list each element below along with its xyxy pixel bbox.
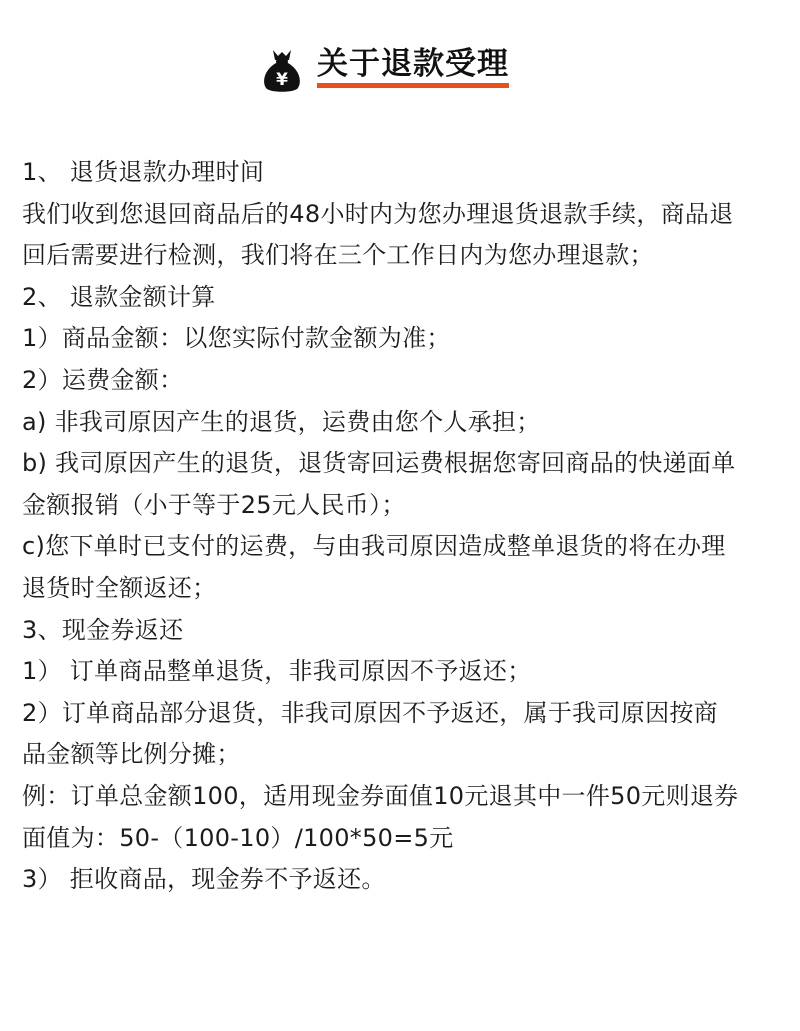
paragraph-line: 回后需要进行检测，我们将在三个工作日内为您办理退款； <box>22 241 654 270</box>
section-heading-refund-time: 1、 退货退款办理时间 <box>22 158 265 186</box>
section-heading-refund-amount: 2、 退款金额计算 <box>22 282 216 311</box>
list-item: 2）运费金额： <box>22 365 184 394</box>
header <box>0 38 800 100</box>
list-item-continued: 金额报销（小于等于25元人民币）； <box>22 490 406 519</box>
paragraph-line: 我们收到您退回商品后的48小时内为您办理退货退款手续，商品退 <box>22 199 734 228</box>
list-item: 1） 订单商品整单退货，非我司原因不予返还； <box>22 657 532 686</box>
list-item-continued: 品金额等比例分摊； <box>22 740 241 769</box>
page-title-wrap <box>317 44 509 92</box>
list-item: a) 非我司原因产生的退货，运费由您个人承担； <box>22 407 541 436</box>
example-line-continued: 面值为：50-（100-10）/100*50=5元 <box>22 823 454 852</box>
money-bag-icon <box>262 48 302 94</box>
list-item: c)您下单时已支付的运费，与由我司原因造成整单退货的将在办理 <box>22 532 726 561</box>
example-line: 例：订单总金额100，适用现金券面值10元退其中一件50元则退券 <box>22 781 739 810</box>
list-item: 2）订单商品部分退货，非我司原因不予返还，属于我司原因按商 <box>22 698 718 727</box>
section-heading-coupon-return: 3、现金券返还 <box>22 615 184 644</box>
refund-policy-content <box>22 152 782 901</box>
list-item: 1）商品金额：以您实际付款金额为准； <box>22 324 451 353</box>
list-item: b) 我司原因产生的退货，退货寄回运费根据您寄回商品的快递面单 <box>22 449 736 478</box>
list-item-continued: 退货时全额返还； <box>22 573 217 602</box>
page-title: 关于退款受理 <box>317 46 509 82</box>
currency-symbol: ¥ <box>276 70 288 90</box>
list-item: 3） 拒收商品，现金券不予返还。 <box>22 865 386 894</box>
title-underline <box>317 83 509 88</box>
